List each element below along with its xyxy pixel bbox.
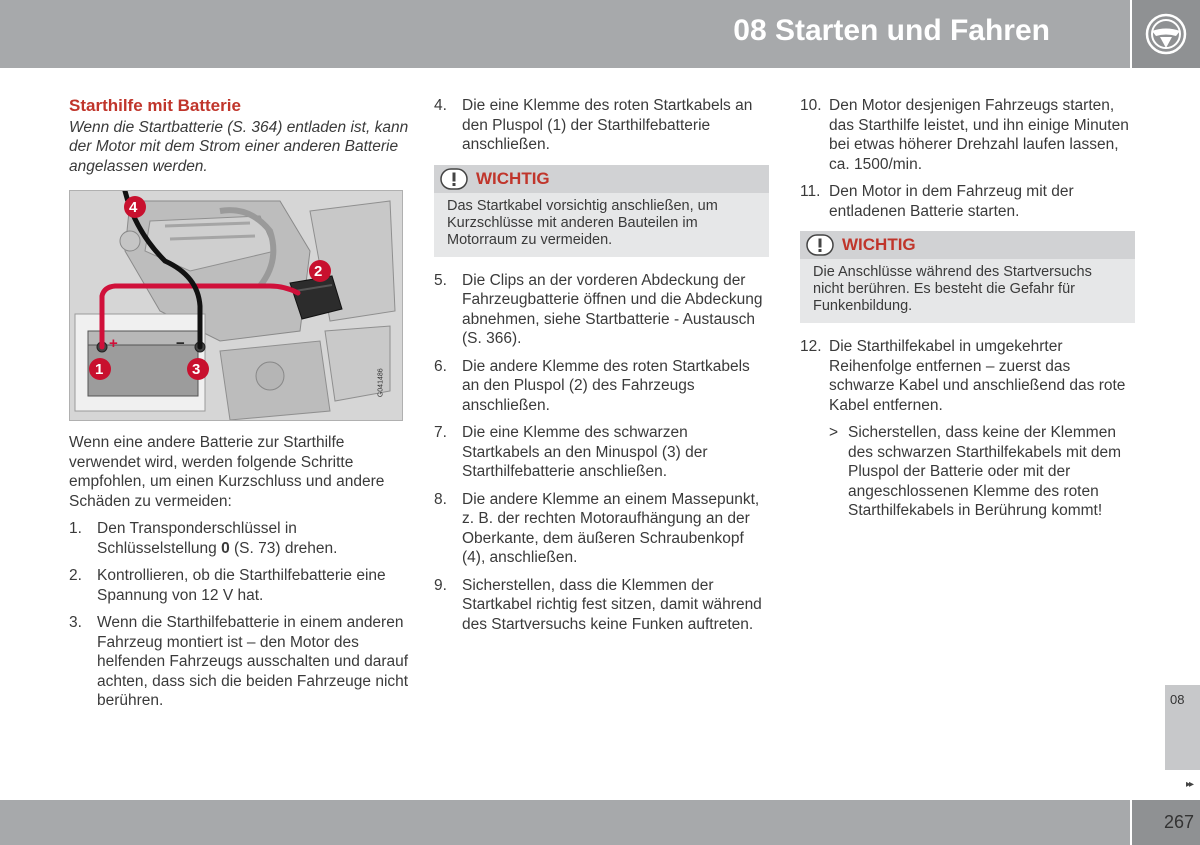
chapter-tab-label: 08 bbox=[1170, 692, 1185, 707]
step-list-middle-b bbox=[434, 271, 769, 635]
plus-terminal-symbol: + bbox=[109, 335, 118, 352]
engine-bay-illustration bbox=[70, 191, 402, 420]
page-number: 267 bbox=[1163, 812, 1194, 832]
column-middle bbox=[434, 96, 769, 642]
warning-header bbox=[800, 231, 1135, 259]
step-text: Die andere Klemme des roten Startkabels an den Pluspol (2) des Fahrzeugs anschließen. bbox=[462, 357, 750, 414]
result-marker: > bbox=[829, 424, 839, 441]
step-text: Den Motor in dem Fahrzeug mit der entladenen Batterie starten. bbox=[829, 183, 1074, 220]
step-list-right-a bbox=[800, 96, 1135, 221]
page-header bbox=[0, 0, 1130, 68]
callout-label-1: 1 bbox=[95, 361, 104, 378]
warning-box bbox=[800, 231, 1135, 323]
callout-label-4: 4 bbox=[129, 199, 138, 216]
list-item bbox=[69, 613, 409, 711]
body-text: Wenn eine andere Batterie zur Starthilfe verwendet wird, werden folgende Schritte empfohlen, um einen Kurzschluss und andere Schäden zu vermeiden: bbox=[69, 434, 385, 510]
step-text: Die Clips an der vorderen Abdeckung der Fahrzeugbatterie öffnen und die Abdeckung abnehmen, siehe Startbatterie - Austausch (S. 366). bbox=[462, 271, 763, 347]
step-number: 7. bbox=[434, 424, 447, 441]
step-text: Die eine Klemme des roten Startkabels an den Pluspol (1) der Starthilfebatterie anschließen. bbox=[462, 97, 753, 153]
step-list-right-b bbox=[800, 337, 1135, 415]
warning-icon bbox=[440, 168, 468, 190]
column-right bbox=[800, 96, 1135, 521]
warning-text: Die Anschlüsse während des Startversuchs nicht berühren. Es besteht die Gefahr für Funkenbildung. bbox=[813, 264, 1092, 314]
next-page-arrows-icon: ▸▸ bbox=[1186, 779, 1193, 790]
section-title: Starthilfe mit Batterie bbox=[69, 96, 241, 115]
list-item bbox=[434, 423, 769, 482]
step-text: Sicherstellen, dass die Klemmen der Startkabel richtig fest sitzen, damit während des Startversuchs keine Funken auftreten. bbox=[462, 576, 762, 633]
steering-wheel-icon bbox=[1132, 0, 1200, 68]
list-item bbox=[800, 182, 1135, 221]
warning-icon bbox=[806, 234, 834, 256]
step-list-middle-a bbox=[434, 96, 769, 155]
warning-title: WICHTIG bbox=[476, 168, 550, 188]
step-number: 11. bbox=[800, 183, 821, 200]
step-number: 5. bbox=[434, 271, 447, 289]
list-item bbox=[434, 96, 769, 155]
step-number: 8. bbox=[434, 490, 447, 508]
step-list-left bbox=[69, 519, 409, 711]
step-number: 3. bbox=[69, 614, 82, 631]
list-item bbox=[69, 519, 409, 558]
warning-box bbox=[434, 165, 769, 257]
column-left bbox=[69, 96, 409, 719]
result-text: Sicherstellen, dass keine der Klemmen des schwarzen Starthilfekabels mit dem Pluspol der Batterie oder mit der angeschlossenen Klemme des roten Starthilfekabels in Berührung kommt! bbox=[848, 424, 1122, 519]
result-note bbox=[829, 423, 1135, 521]
warning-header bbox=[434, 165, 769, 193]
step-text: Kontrollieren, ob die Starthilfebatterie eine Spannung von 12 V hat. bbox=[97, 567, 386, 604]
figure-code: G041486 bbox=[377, 367, 385, 397]
list-item bbox=[800, 96, 1135, 174]
step-text: Den Transponderschlüssel in Schlüsselstellung 0 (S. 73) drehen. bbox=[97, 520, 338, 557]
list-item bbox=[800, 337, 1135, 415]
callout-label-2: 2 bbox=[314, 263, 323, 280]
step-number: 2. bbox=[69, 567, 82, 584]
minus-terminal-symbol: − bbox=[176, 335, 185, 352]
list-item bbox=[434, 490, 769, 568]
step-number: 4. bbox=[434, 97, 447, 114]
callout-label-3: 3 bbox=[192, 361, 201, 378]
key-position-value: 0 bbox=[221, 539, 230, 557]
page-footer bbox=[0, 800, 1130, 845]
chapter-icon-box bbox=[1132, 0, 1200, 68]
list-item bbox=[434, 271, 769, 349]
warning-text: Das Startkabel vorsichtig anschließen, um Kurzschlüsse mit anderen Bauteilen im Motorraum zu vermeiden. bbox=[447, 197, 718, 248]
step-number: 12. bbox=[800, 338, 822, 355]
step-text: Die andere Klemme an einem Massepunkt, z. B. der rechten Motoraufhängung an der Oberkante, dem äußeren Schraubenkopf (4), anschließen. bbox=[462, 490, 760, 566]
step-text: Den Motor desjenigen Fahrzeugs starten, das Starthilfe leistet, und ihn einige Minuten bei etwas höherer Drehzahl laufen lassen, ca. 1500/min. bbox=[829, 97, 1129, 173]
list-item bbox=[434, 357, 769, 416]
step-text: Wenn die Starthilfebatterie in einem anderen Fahrzeug montiert ist – den Motor des helfenden Fahrzeugs ausschalten und darauf achten, dass sich die beiden Fahrzeuge nicht berühren. bbox=[97, 614, 409, 709]
step-number: 1. bbox=[69, 520, 82, 537]
step-text: Die Starthilfekabel in umgekehrter Reihenfolge entfernen – zuerst das schwarze Kabel und anschließend das rote Kabel entfernen. bbox=[829, 338, 1126, 414]
section-intro: Wenn die Startbatterie (S. 364) entladen ist, kann der Motor mit dem Strom einer anderen Batterie angelassen werden. bbox=[69, 118, 409, 175]
step-text: Die eine Klemme des schwarzen Startkabels an den Minuspol (3) der Starthilfebatterie anschließen. bbox=[462, 424, 708, 480]
jump-start-figure bbox=[69, 190, 403, 421]
step-number: 9. bbox=[434, 576, 447, 594]
list-item bbox=[69, 566, 409, 605]
list-item bbox=[434, 576, 769, 635]
step-number: 6. bbox=[434, 357, 447, 375]
step-number: 10. bbox=[800, 97, 822, 114]
chapter-title: 08 Starten und Fahren bbox=[733, 14, 1050, 47]
warning-title: WICHTIG bbox=[842, 235, 916, 255]
